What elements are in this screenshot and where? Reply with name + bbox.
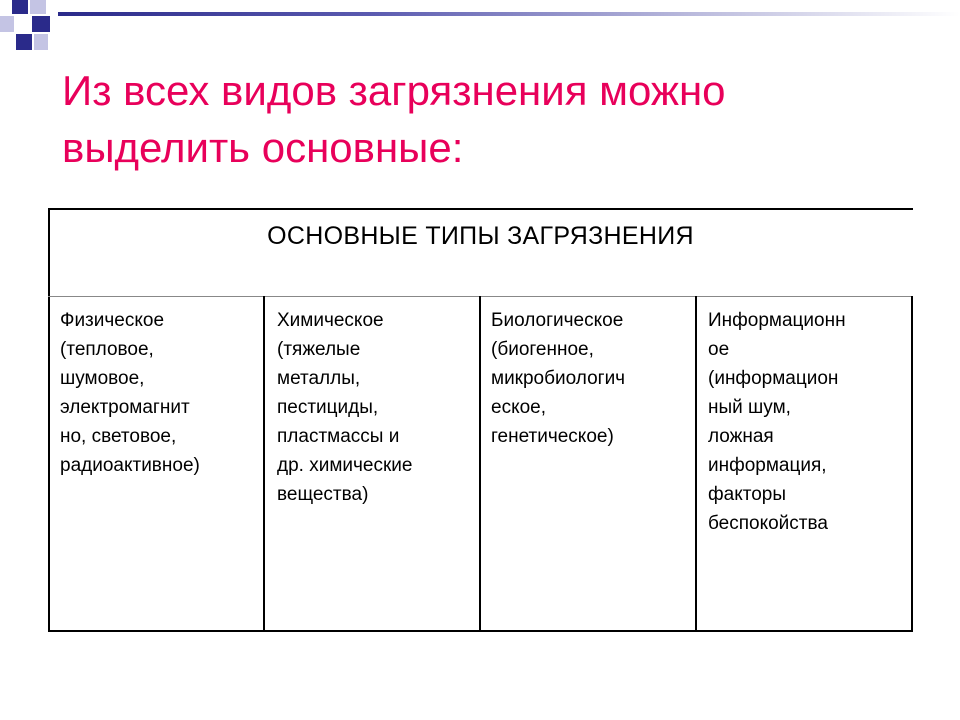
table-border-bottom	[48, 630, 913, 632]
table-column-divider	[263, 296, 265, 632]
table-column-divider	[695, 296, 697, 632]
table-header-cell	[50, 210, 911, 296]
corner-decoration	[0, 0, 80, 60]
cell-physical-pollution: Физическое (тепловое, шумовое, электромагнит но, световое, радиоактивное)	[60, 310, 200, 476]
header-accent-line	[58, 12, 960, 16]
deco-square	[16, 34, 32, 50]
table-column-divider	[479, 296, 481, 632]
deco-square	[32, 16, 50, 32]
pollution-types-table	[48, 208, 913, 632]
table-header-text: ОСНОВНЫЕ ТИПЫ ЗАГРЯЗНЕНИЯ	[267, 222, 694, 250]
slide-title: Из всех видов загрязнения можно выделить основные:	[62, 67, 726, 171]
cell-biological-pollution: Биологическое (биогенное, микробиологич еское, генетическое)	[491, 310, 626, 447]
deco-square	[12, 0, 28, 14]
deco-square	[16, 16, 30, 32]
deco-square	[30, 0, 46, 14]
deco-square	[0, 16, 14, 32]
deco-square	[34, 34, 48, 50]
cell-chemical-pollution: Химическое (тяжелые металлы, пестициды, пластмассы и др. химические вещества)	[277, 310, 413, 505]
cell-information-pollution: Информационн ое (информацион ный шум, ложная информация, факторы беспокойства	[708, 310, 846, 534]
table-border-right	[911, 296, 913, 632]
